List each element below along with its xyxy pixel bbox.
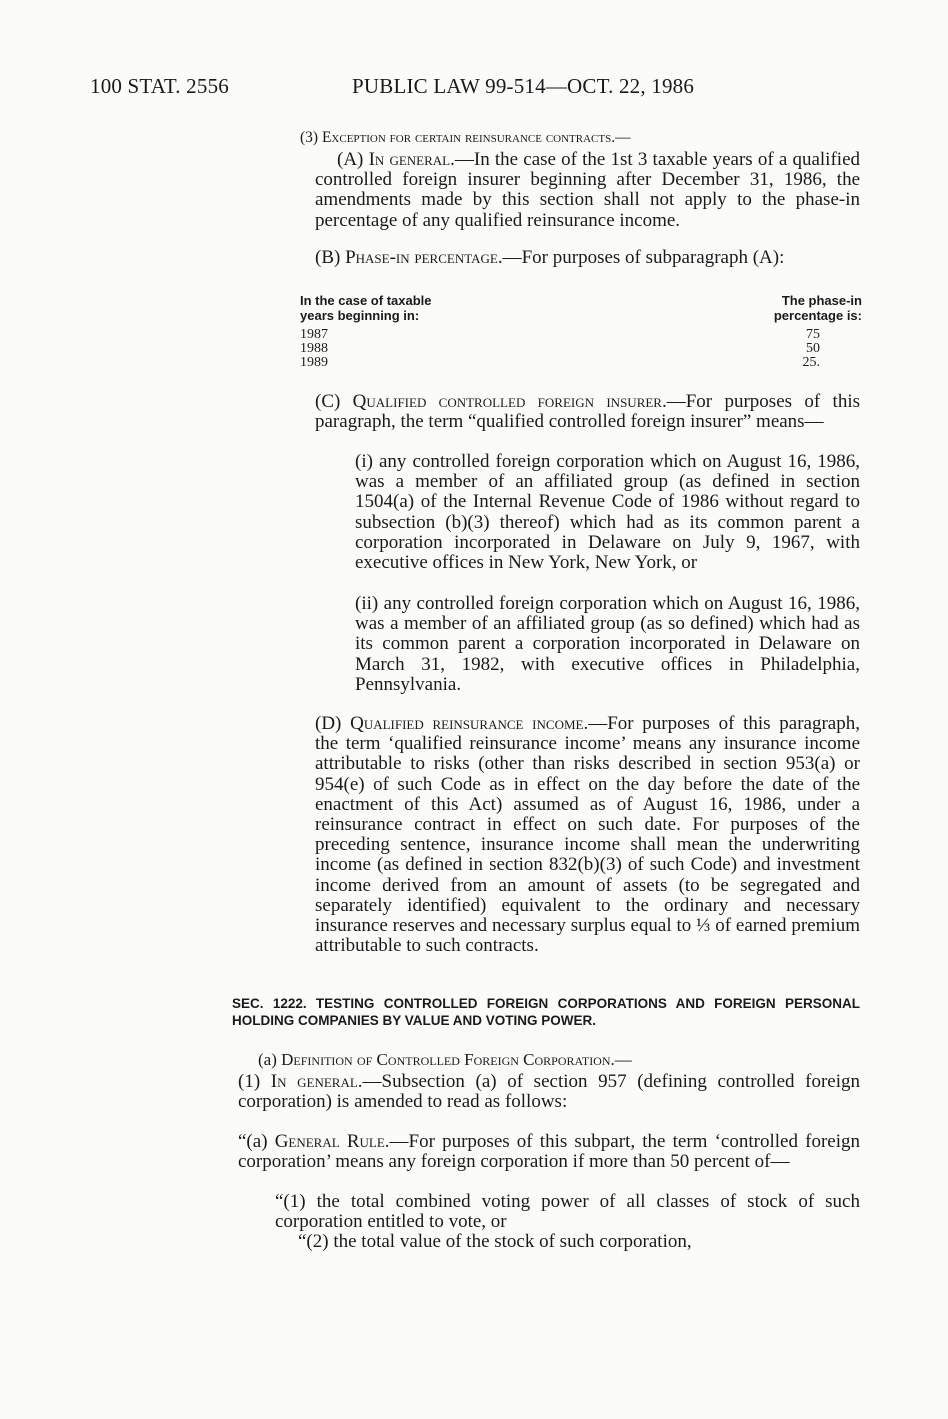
paragraph-label: (B)	[315, 247, 346, 268]
paragraph-exception-heading	[300, 128, 860, 148]
table-header-years	[300, 293, 432, 323]
phase-in-table	[300, 328, 820, 370]
paragraph-label: “(a)	[238, 1131, 275, 1152]
paragraph-text: —For purposes of this paragraph, the term “qualified controlled foreign insurer” means—	[315, 391, 860, 433]
section-number: SEC. 1222.	[232, 996, 316, 1011]
paragraph-heading: Definition of Controlled Foreign Corporation.—	[281, 1050, 632, 1069]
clause-ii	[355, 594, 860, 695]
paragraph-heading: Exception for certain reinsurance contracts.—	[321, 129, 631, 146]
paragraph-label: (3)	[300, 129, 322, 146]
paragraph-heading: In general.	[270, 1071, 363, 1092]
subparagraph-a	[293, 150, 860, 231]
table-row	[300, 342, 820, 356]
table-cell-percentage: 75	[806, 327, 820, 342]
table-header-line: The phase-in	[781, 293, 862, 308]
paragraph-text: “(2) the total value of the stock of such corporation,	[298, 1231, 692, 1252]
subsection-a-heading	[258, 1050, 860, 1070]
quoted-clause-1	[275, 1192, 860, 1232]
table-row	[300, 328, 820, 342]
paragraph-text: —Subsection (a) of section 957 (defining controlled foreign corporation) is amended to read as follows:	[238, 1071, 861, 1113]
table-header-line: percentage is:	[773, 308, 862, 323]
paragraph-label: (a)	[258, 1050, 282, 1069]
table-cell-percentage: 25.	[802, 355, 820, 370]
clause-i	[355, 452, 860, 573]
paragraph-text: —For purposes of this paragraph, the term ‘qualified reinsurance income’ means any insurance income attributable to risks (other than risks described in section 953(a) or 954(e) of such Code as in effect on the day before the date of the enactment of this Act) assumed as of August 16, 1986, under a reinsurance contract in effect on such date. For purposes of the preceding sentence, insurance income shall mean the underwriting income (as defined in section 832(b)(3) of such Code) and investment income derived from an amount of assets (to be segregated and separately identified) equivalent to the ordinary and necessary insurance reserves and necessary surplus equal to ⅓ of earned premium attributable to such contracts.	[315, 713, 860, 957]
paragraph-text: —In the case of the 1st 3 taxable years of a qualified controlled foreign insurer beginning after December 31, 1986, the amendments made by this section shall not apply to the phase-in percentage of any qualified reinsurance income.	[315, 149, 860, 231]
section-heading	[232, 996, 860, 1029]
paragraph-text: “(1) the total combined voting power of all classes of stock of such corporation entitled to vote, or	[275, 1191, 860, 1233]
subparagraph-d	[315, 714, 860, 956]
paragraph-label: (A)	[337, 149, 369, 170]
paragraph-text: (ii) any controlled foreign corporation which on August 16, 1986, was a member of an affiliated group (as so defined) which had as its common parent a corporation incorporated in Delaware on March 31, 1982, with executive offices in Philadelphia, Pennsylvania.	[355, 593, 860, 695]
subparagraph-b	[315, 248, 860, 268]
table-cell-year: 1988	[300, 341, 328, 356]
public-law-reference: PUBLIC LAW 99-514—OCT. 22, 1986	[352, 74, 695, 98]
paragraph-1	[238, 1072, 860, 1112]
paragraph-heading: General Rule.	[274, 1131, 390, 1152]
table-header-percentage	[774, 293, 862, 323]
paragraph-label: (C)	[315, 391, 353, 412]
general-rule-paragraph	[238, 1132, 860, 1172]
paragraph-label: (D)	[315, 713, 351, 734]
table-row	[300, 356, 820, 370]
quoted-clause-2	[298, 1232, 860, 1252]
paragraph-heading: In general.	[368, 149, 455, 170]
subparagraph-c	[315, 392, 860, 432]
paragraph-heading: Phase-in percentage.	[345, 247, 503, 268]
table-header-line: years beginning in:	[300, 308, 420, 323]
paragraph-label: (1)	[238, 1071, 271, 1092]
table-cell-percentage: 50	[806, 341, 820, 356]
paragraph-heading: Qualified controlled foreign insurer.	[352, 391, 667, 412]
paragraph-text: —For purposes of this subpart, the term ‘controlled foreign corporation’ means any foreign corporation if more than 50 percent of—	[238, 1131, 860, 1173]
table-cell-year: 1989	[300, 355, 328, 370]
table-cell-year: 1987	[300, 327, 328, 342]
section-title: TESTING CONTROLLED FOREIGN CORPORATIONS AND FOREIGN PERSONAL HOLDING COMPANIES BY VALUE AND VOTING POWER.	[232, 996, 860, 1028]
table-header-line: In the case of taxable	[300, 293, 432, 308]
page-reference: 100 STAT. 2556	[90, 74, 229, 98]
paragraph-heading: Qualified reinsurance income.	[350, 713, 589, 734]
paragraph-text: —For purposes of subparagraph (A):	[502, 247, 785, 268]
paragraph-text: (i) any controlled foreign corporation which on August 16, 1986, was a member of an affiliated group (as defined in section 1504(a) of the Internal Revenue Code of 1986 without regard to subsection (b)(3) thereof) which had as its common parent a corporation incorporated in Delaware on July 9, 1967, with executive offices in New York, New York, or	[355, 451, 860, 574]
